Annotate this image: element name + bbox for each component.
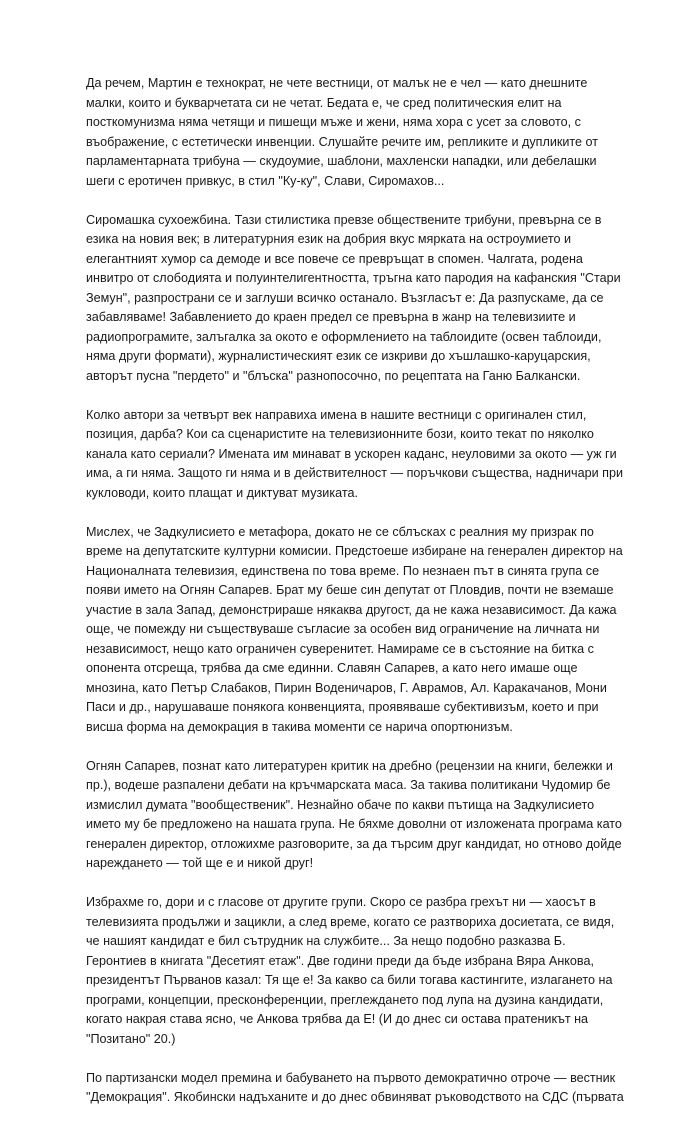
document-body [86, 74, 626, 1127]
paragraph: Огнян Сапарев, познат като литературен критик на дребно (рецензии на книги, бележки и пр.), водеше разпалени дебати на кръчмарската маса. За такива политикани Чудомир бе измислил думата "вообщественик". Незнайно обаче по какви пътища на Задкулисието името му бе предложено на нашата група. Не бяхме доволни от изложената програма като генерален директор, отложихме разговорите, за да търсим друг кандидат, но отново дойде нареждането — той ще е и никой друг! [86, 758, 622, 870]
paragraph: По партизански модел премина и бабуването на първото демократично отроче — вестник "Демокрация". Якобински надъханите и до днес обвиняват ръководството на СДС (първата [86, 1070, 624, 1104]
paragraph: Мислех, че Задкулисието е метафора, докато не се сблъсках с реалния му призрак по време на депутатските културни комисии. Предстоеше избиране на генерален директор на Националната телевизия, единствена по това време. По незнаен път в синята група се появи името на Огнян Сапарев. Брат му беше син депутат от Пловдив, почти не вземаше участие в зала Запад, демонстрираше някаква другост, да не кажа независимост. Да кажа още, че помежду ни съществуваше съгласие за особен вид ограничение на личната ни независимост, нещо като ограничен суверенитет. Намираме се в състояние на битка с опонента отсреща, трябва да сме единни. Славян Сапарев, а като него имаше още мнозина, като Петър Слабаков, Пирин Воденичаров, Г. Аврамов, Ал. Каракачанов, Мони Паси и др., нарушаваше понякога конвенцията, проявяваше субективизъм, което и при висша форма на демокрация в такива моменти се нарича опортюнизъм. [86, 524, 623, 734]
paragraph: Сиромашка сухоежбина. Тази стилистика превзе обществените трибуни, превърна се в езика на новия век; в литературния език на добрия вкус мярката на остроумието и елегантният хумор са демоде и все повече се превръщат в спомен. Чалгата, родена инвитро от слободията и полуинтелигентността, тръгна като пародия на кафанския "Стари Земун", разпространи се и заглуши всичко останало. Възгласът е: Да разпускаме, да се забавляваме! Забавлението до краен предел се превърна в жанр на телевизиите и радиопрограмите, залъгалка за окото е оформлението на таблоидите (освен таблоиди, няма други формати), журналистическият език се изкриви до хъшлашко-каруцарския, авторът пусна "пердето" и "блъска" разнопосочно, по рецептата на Ганю Балкански. [86, 212, 621, 383]
paragraph: Да речем, Мартин е технократ, не чете вестници, от малък не е чел — като днешните малки, които и букварчетата си не четат. Бедата е, че сред политическия елит на посткомунизма няма четящи и пишещи мъже и жени, няма хора с усет за словото, с въображение, с естетически инвенции. Слушайте речите им, репликите и дупликите от парламентарната трибуна — скудоумие, шаблони, махленски нападки, или дебелашки шеги с еротичен привкус, в стил "Ку-ку", Слави, Сиромахов... [86, 76, 599, 188]
paragraph: Избрахме го, дори и с гласове от другите групи. Скоро се разбра грехът ни — хаосът в телевизията продължи и зацикли, а след време, когато се разтвориха досиетата, се видя, че нашият кандидат е бил сътрудник на службите... За нещо подобно разказва Б. Геронтиев в книгата "Десетият етаж". Две години преди да бъде избрана Вяра Анкова, президентът Първанов казал: Тя ще е! За какво са били тогава кастингите, излагането на програми, концепции, пресконференции, преглеждането под лупа на дузина кандидати, когато накрая става ясно, че Анкова трябва да Е! (И до днес си остава пратеникът на "Позитано" 20.) [86, 895, 615, 1046]
paragraph: Колко автори за четвърт век направиха имена в нашите вестници с оригинален стил, позиция, дарба? Кои са сценаристите на телевизионните бози, които текат по няколко канала като сериали? Имената им минават в ускорен каданс, неуловими за окото — уж ги има, а ги няма. Защото ги няма и в действителност — поръчкови същества, надничари при кукловоди, които плащат и диктуват музиката. [86, 407, 623, 500]
